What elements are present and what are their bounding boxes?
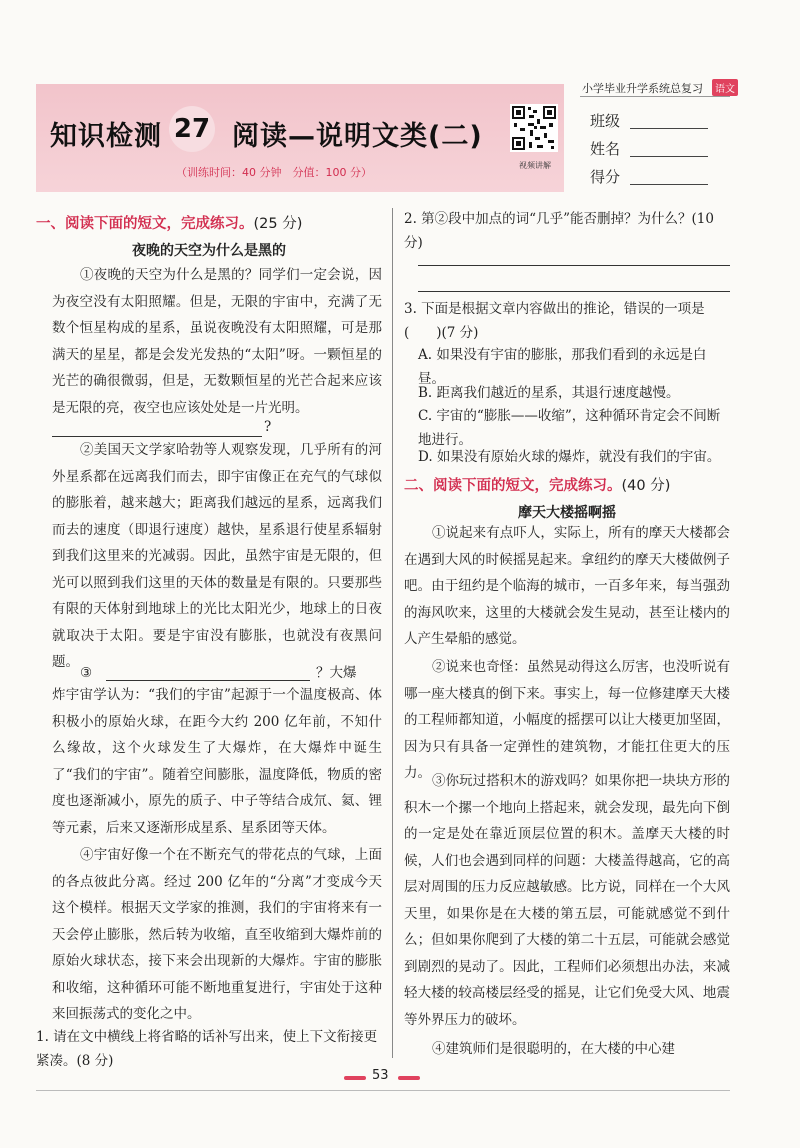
section2-heading: [404, 474, 670, 495]
article2-paragraph-1: ①说起来有点吓人，实际上，所有的摩天大楼都会在遇到大风的时候摇晃起来。拿纽约的摩天大楼做例子吧。由于纽约是个临海的城市，一百多年来，每当强劲的海风吹来，这里的大楼就会发生晃动，甚至让楼内的人产生晕船的感觉。: [404, 525, 730, 647]
blank-2-tail: ？大爆: [316, 665, 357, 681]
class-label: 班级: [590, 112, 621, 130]
section2-points: (40 分): [621, 478, 671, 494]
section2-heading-text: 二、阅读下面的短文，完成练习。: [404, 478, 622, 494]
article2-paragraph-2: ②说来也奇怪：虽然晃动得这么厉害，也没听说有哪一座大楼真的倒下来。事实上，每一位修建摩天大楼的工程师都知道，小幅度的摇摆可以让大楼更加坚固，因为只有具备一定弹性的建筑物，才能扛住更大的压力。: [404, 659, 730, 781]
section1-heading-text: 一、阅读下面的短文，完成练习。: [36, 216, 254, 232]
article2-paragraph-4: ④建筑师们是很聪明的，在大楼的中心建: [432, 1041, 675, 1057]
article1-paragraph-3: 炸宇宙学认为：“我们的宇宙”起源于一个温度极高、体积极小的原始火球，在距今大约 200 亿年前，不知什么缘故，这个火球发生了大爆炸，在大爆炸中诞生了“我们的宇宙”。随着空间膨胀，温度降低，物质的密度也逐渐减小，原先的质子、中子等结合成氘、氦、锂等元素，后来又逐渐形成星系、星系团等天体。: [52, 687, 382, 836]
q3-option-d[interactable]: D. 如果没有原始火球的爆炸，就没有我们的宇宙。: [418, 449, 721, 465]
class-field[interactable]: [630, 128, 708, 129]
question-1: 1. 请在文中横线上将省略的话补写出来，使上下文衔接更紧凑。(8 分): [36, 1029, 378, 1069]
title-banner: [36, 84, 564, 192]
article1-paragraph-1: ①夜晚的天空为什么是黑的？同学们一定会说，因为夜空没有太阳照耀。但是，无限的宇宙中，充满了无数个恒星构成的星系，虽说夜晚没有太阳照耀，可是那满天的星星，都是会发光发热的“太阳”呀。一颗恒星的光芒的确很微弱，但是，无数颗恒星的光芒合起来应该是无限的亮，夜空也应该处处是一片光明。: [52, 267, 382, 416]
score-label: 得分: [590, 168, 621, 186]
column-divider: [392, 208, 393, 1058]
qr-code-icon[interactable]: [510, 104, 558, 152]
article2-title: 摩天大楼摇啊摇: [518, 505, 616, 521]
question-3: 3. 下面是根据文章内容做出的推论，错误的一项是( )(7 分): [404, 301, 705, 341]
article1-paragraph-2: ②美国天文学家哈勃等人观察发现，几乎所有的河外星系都在远离我们而去，即宇宙像正在充气的气球似的膨胀着，越来越大；距离我们越远的星系，远离我们而去的速度（即退行速度）越快，星系退行使星系辐射到我们这里来的光减弱。因此，虽然宇宙是无限的，但光可以照到我们这里的天体的数量是有限的。只要那些有限的天体射到地球上的光比太阳光少，地球上的日夜就取决于太阳。要是宇宙没有膨胀，也就没有夜黑问题。: [52, 442, 382, 670]
article2-paragraph-3: ③你玩过搭积木的游戏吗？如果你把一块块方形的积木一个摞一个地向上搭起来，就会发现，最先向下倒的一定是处在靠近顶层位置的积木。盖摩天大楼的时候，人们也会遇到同样的问题：大楼盖得越高，它的高层对周围的压力反应越敏感。比方说，同样在一个大风天里，如果你是在大楼的第五层，可能就感觉不到什么；但如果你爬到了大楼的第二十五层，可能就会感觉到剧烈的晃动了。因此，工程师们必须想出办法，来减轻大楼的较高楼层经受的摇晃，让它们免受大风、地震等外界压力的破坏。: [404, 773, 730, 1028]
score-field[interactable]: [630, 184, 708, 185]
title-topic: 阅读—说明文类(二): [232, 121, 483, 152]
article1-title: 夜晚的天空为什么是黑的: [132, 243, 286, 259]
q3-option-b[interactable]: B. 距离我们越近的星系，其退行速度越慢。: [418, 385, 680, 401]
title-number-badge: 27: [169, 106, 215, 152]
section1-points: (25 分): [253, 216, 303, 232]
page-number-decor-left: [344, 1076, 366, 1080]
paragraph-3-number: ③: [80, 665, 93, 681]
time-info: （训练时间：40 分钟 分值：100 分）: [176, 166, 372, 179]
subject-badge: 语文: [712, 79, 738, 96]
section1-heading: [36, 212, 302, 233]
answer-line-q2-1[interactable]: [418, 265, 730, 266]
blank-1-question-mark: ?: [264, 419, 272, 435]
article1-paragraph-4: ④宇宙好像一个在不断充气的带花点的气球，上面的各点彼此分离。经过 200 亿年的“分离”才变成今天这个模样。根据天文学家的推测，我们的宇宙将来有一天会停止膨胀，然后转为收缩，直至收缩到大爆炸前的原始火球状态，接下来会出现新的大爆炸。宇宙的膨胀和收缩，这种循环可能不断地重复进行，宇宙处于这种来回振荡式的变化之中。: [52, 847, 382, 1022]
name-field[interactable]: [630, 156, 708, 157]
qr-caption: 视频讲解: [519, 161, 551, 170]
q3-option-c[interactable]: C. 宇宙的“膨胀——收缩”，这种循环肯定会不间断地进行。: [418, 408, 721, 448]
q3-option-a[interactable]: A. 如果没有宇宙的膨胀，那我们看到的永远是白昼。: [418, 347, 707, 387]
page-number: 53: [372, 1068, 389, 1083]
question-2: 2. 第②段中加点的词“几乎”能否删掉？为什么？(10 分): [404, 211, 714, 251]
page-number-decor-right: [398, 1076, 420, 1080]
footer-divider: [36, 1090, 730, 1091]
answer-blank-2[interactable]: [106, 680, 310, 681]
series-title: 小学毕业升学系统总复习: [582, 82, 703, 95]
answer-line-q2-2[interactable]: [418, 291, 730, 292]
header-divider: [580, 96, 730, 97]
title-main: 知识检测: [50, 121, 162, 152]
name-label: 姓名: [590, 140, 621, 158]
